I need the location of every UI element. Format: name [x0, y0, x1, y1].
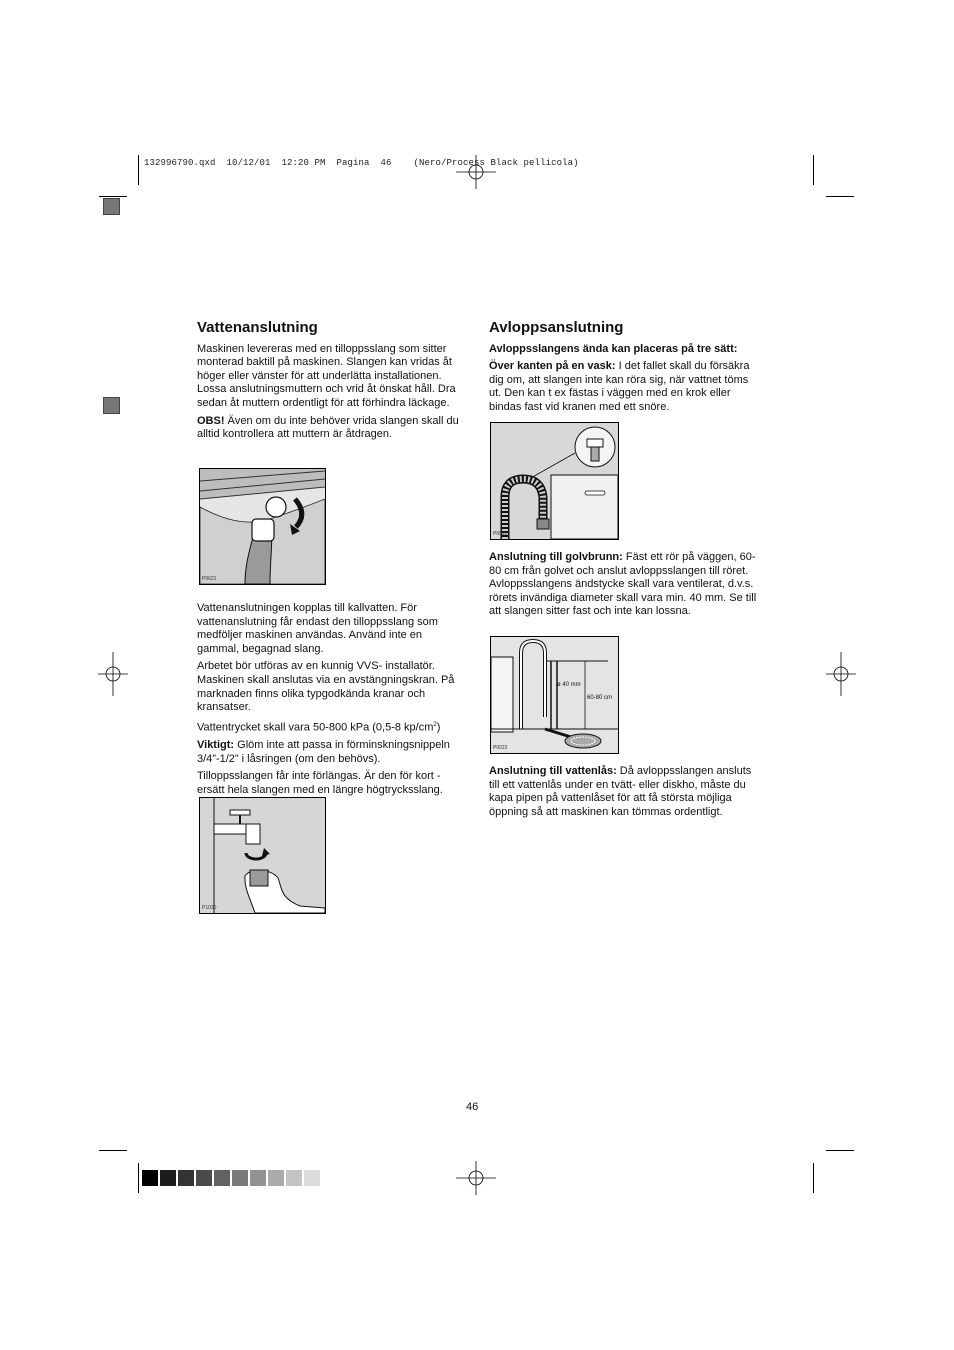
- paragraph: Anslutning till vattenlås: Då avloppsslangen ansluts till ett vattenlås under en tvätt- eller diskho, måste du kapa pipen på vattenlåset för att få största möjliga öppning så att maskinen kan tömmas ordentligt.: [489, 765, 752, 818]
- left-column-lower: [197, 602, 465, 801]
- figure-hose-connection: [199, 468, 326, 585]
- paragraph: Viktigt: Glöm inte att passa in förminskningsnippeln 3/4”-1/2” i låsringen (om den behövs).: [197, 739, 450, 765]
- figure-floor-drain: [490, 636, 619, 754]
- color-swatch: [232, 1170, 248, 1186]
- paragraph: Tilloppsslangen får inte förlängas. Är den för kort - ersätt hela slangen med en längre högtrycksslang.: [197, 770, 443, 796]
- figure-sink-edge: [490, 422, 619, 540]
- page-number: 46: [466, 1101, 479, 1113]
- print-slug: 132996790.qxd 10/12/01 12:20 PM Pagina 46 (Nero/Process Black pellicola): [144, 158, 579, 168]
- registration-mark-icon: [456, 1161, 496, 1195]
- paragraph: Över kanten på en vask: I det fallet skall du försäkra dig om, att slangen inte kan röra sig, när vattnet töms ut. Den kan t ex fästas i väggen med en krok eller bindas fast vid kranen med ett snöre.: [489, 360, 750, 413]
- figure-code: P0621: [202, 576, 217, 582]
- paragraph: Vattenanslutningen kopplas till kallvatten. För vattenanslutning får endast den tilloppsslang som medföljer maskinen användas. Använd inte en gammal, begagnad slang.: [197, 602, 438, 655]
- color-swatch: [304, 1170, 320, 1186]
- figure-code: P0022: [493, 531, 508, 537]
- crop-mark: [826, 196, 854, 197]
- paragraph: Maskinen levereras med en tilloppsslang som sitter monterad baktill på maskinen. Slangen kan vridas åt höger eller vänster för att underlätta installationen. Lossa anslutningsmuttern och vrid åt önskat håll. Dra sedan åt muttern ordentligt för att förhindra läckage.: [197, 342, 456, 409]
- right-column-lower: [489, 765, 757, 823]
- color-swatch: [250, 1170, 266, 1186]
- color-swatch: [286, 1170, 302, 1186]
- section-title-water: Vattenanslutning: [197, 319, 318, 336]
- registration-mark-icon: [826, 652, 856, 696]
- figure-code: P1030: [202, 905, 217, 911]
- crop-mark: [138, 155, 139, 185]
- label-diameter: ø 40 mm: [557, 682, 581, 688]
- crop-mark: [826, 1150, 854, 1151]
- figure-code: P0023: [493, 745, 508, 751]
- section-title-drain: Avloppsanslutning: [489, 319, 624, 336]
- crop-mark: [138, 1163, 139, 1193]
- label-height: 60-80 cm: [587, 695, 613, 701]
- crop-mark: [813, 155, 814, 185]
- color-swatch: [178, 1170, 194, 1186]
- paragraph: Vattentrycket skall vara 50-800 kPa (0,5-8 $kp/cm^2$): [197, 721, 441, 734]
- right-column: [489, 321, 757, 419]
- crop-mark: [99, 1150, 127, 1151]
- margin-marker: [103, 198, 120, 215]
- margin-marker: [103, 397, 120, 414]
- paragraph: Arbetet bör utföras av en kunnig VVS- installatör. Maskinen skall anslutas via en avstängningskran. På marknaden finns olika typgodkända kranar och kransatser.: [197, 660, 455, 714]
- paragraph: OBS! Även om du inte behöver vrida slangen skall du alltid kontrollera att muttern är åtdragen.: [197, 414, 459, 441]
- crop-mark: [813, 1163, 814, 1193]
- crop-mark: [99, 196, 127, 197]
- color-swatch: [196, 1170, 212, 1186]
- color-swatch: [214, 1170, 230, 1186]
- color-swatch: [268, 1170, 284, 1186]
- paragraph: Avloppsslangens ända kan placeras på tre sätt:: [489, 342, 738, 355]
- registration-mark-icon: [98, 652, 128, 696]
- registration-mark-icon: [456, 155, 496, 189]
- paragraph: Anslutning till golvbrunn: Fäst ett rör på väggen, 60-80 cm från golvet och anslut avloppsslangen till röret. Avloppsslangens ändstycke skall vara ventilerat, d.v.s. rörets invändiga diameter skall vara min. 40 mm. Se till att slangen sitter fast och inte kan lossna.: [489, 551, 757, 618]
- color-swatch: [142, 1170, 158, 1186]
- right-column-middle: [489, 551, 757, 623]
- figure-tap-hose: [199, 797, 326, 914]
- left-column: [197, 321, 465, 446]
- color-swatch: [160, 1170, 176, 1186]
